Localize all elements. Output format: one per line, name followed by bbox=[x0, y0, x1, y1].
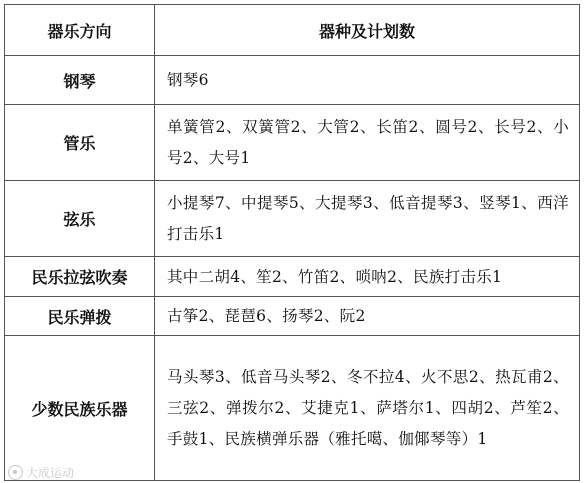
direction-cell: 民乐弹拨 bbox=[5, 297, 155, 336]
direction-cell: 管乐 bbox=[5, 105, 155, 181]
header-row bbox=[5, 5, 580, 56]
table-row bbox=[5, 257, 580, 297]
instruments-cell: 钢琴6 bbox=[155, 56, 580, 105]
instruments-cell: 马头琴3、低音马头琴2、冬不拉4、火不思2、热瓦甫2、三弦2、弹拨尔2、艾捷克1、萨塔尔1、四胡2、芦笙2、手鼓1、民族横弹乐器（雅托噶、伽倻琴等）1 bbox=[155, 336, 580, 481]
table-row bbox=[5, 56, 580, 105]
direction-cell: 弦乐 bbox=[5, 181, 155, 257]
direction-cell: 少数民族乐器 bbox=[5, 336, 155, 481]
direction-cell: 钢琴 bbox=[5, 56, 155, 105]
watermark-text: 大成运动 bbox=[26, 466, 75, 480]
table-row bbox=[5, 297, 580, 336]
header-instruments: 器种及计划数 bbox=[155, 5, 580, 56]
watermark-logo-icon bbox=[8, 465, 23, 480]
instrument-plan-table bbox=[4, 4, 580, 481]
instruments-cell: 古筝2、琵琶6、扬琴2、阮2 bbox=[155, 297, 580, 336]
direction-cell: 民乐拉弦吹奏 bbox=[5, 257, 155, 297]
instruments-cell: 其中二胡4、笙2、竹笛2、唢呐2、民族打击乐1 bbox=[155, 257, 580, 297]
watermark bbox=[8, 464, 74, 481]
table-row bbox=[5, 181, 580, 257]
instruments-cell: 小提琴7、中提琴5、大提琴3、低音提琴3、竖琴1、西洋打击乐1 bbox=[155, 181, 580, 257]
header-direction: 器乐方向 bbox=[5, 5, 155, 56]
instruments-cell: 单簧管2、双簧管2、大管2、长笛2、圆号2、长号2、小号2、大号1 bbox=[155, 105, 580, 181]
table-row bbox=[5, 336, 580, 481]
table-row bbox=[5, 105, 580, 181]
